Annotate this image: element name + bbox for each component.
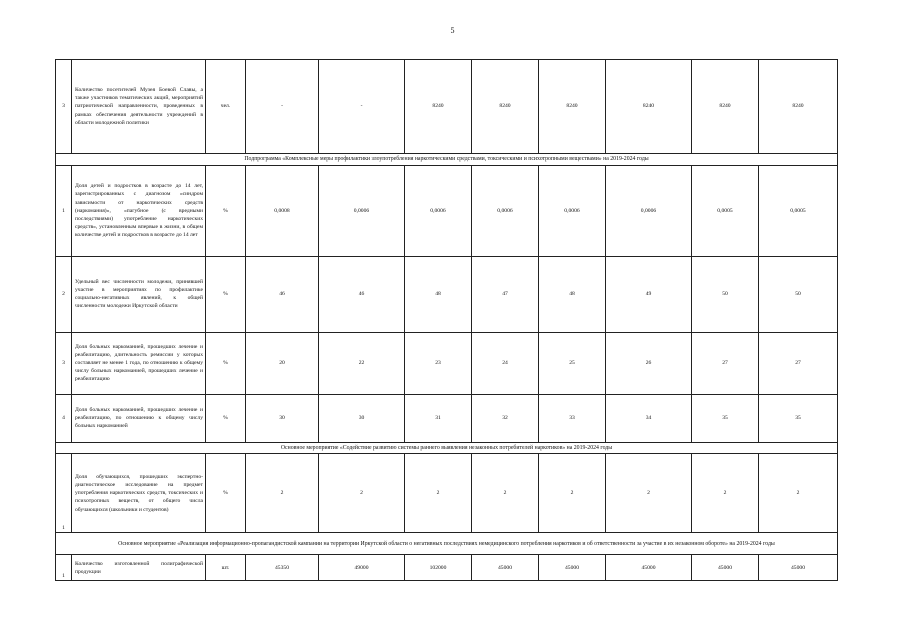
value-cell: 31 (405, 394, 472, 442)
value-cell: - (246, 60, 319, 154)
table-body (56, 60, 838, 581)
value-cell: 8240 (692, 60, 759, 154)
value-cell: - (319, 60, 405, 154)
value-cell: 8240 (606, 60, 692, 154)
value-cell: 24 (472, 332, 539, 394)
value-cell: 35 (692, 394, 759, 442)
table-row (56, 394, 838, 442)
value-cell: 2 (246, 454, 319, 533)
section-header-row (56, 533, 838, 555)
value-cell: 20 (246, 332, 319, 394)
value-cell: 45000 (472, 555, 539, 581)
unit-cell: % (206, 332, 246, 394)
indicators-table (55, 59, 838, 581)
unit-cell: % (206, 394, 246, 442)
row-number: 1 (56, 454, 72, 533)
value-cell: 50 (759, 256, 838, 332)
unit-cell: шт. (206, 555, 246, 581)
row-number: 3 (56, 60, 72, 154)
value-cell: 102000 (405, 555, 472, 581)
value-cell: 46 (246, 256, 319, 332)
table-row (56, 165, 838, 256)
row-number: 1 (56, 555, 72, 581)
page-number: 5 (450, 26, 455, 35)
indicator-name: Количество изготовленной полиграфической продукции (72, 555, 206, 581)
value-cell: 45350 (246, 555, 319, 581)
indicator-name: Доля детей и подростков в возрасте до 14 лет, зарегистрированных с диагнозом «синдром зависимости от наркотических средств (наркомания)», «пагубное (с вредными последствиями) употребление наркотических средств», установленным впервые в жизни, в общем количестве детей и подростков в возрасте до 14 лет (72, 165, 206, 256)
value-cell: 2 (405, 454, 472, 533)
value-cell: 30 (246, 394, 319, 442)
value-cell: 8240 (405, 60, 472, 154)
value-cell: 35 (759, 394, 838, 442)
value-cell: 2 (606, 454, 692, 533)
value-cell: 45000 (759, 555, 838, 581)
value-cell: 2 (759, 454, 838, 533)
value-cell: 45000 (692, 555, 759, 581)
value-cell: 33 (539, 394, 606, 442)
value-cell: 2 (539, 454, 606, 533)
unit-cell: % (206, 165, 246, 256)
value-cell: 45000 (606, 555, 692, 581)
value-cell: 32 (472, 394, 539, 442)
row-number: 1 (56, 165, 72, 256)
value-cell: 46 (319, 256, 405, 332)
row-number: 4 (56, 394, 72, 442)
value-cell: 49 (606, 256, 692, 332)
row-number: 2 (56, 256, 72, 332)
section-title: Основное мероприятие «Содействие развитию системы раннего выявления незаконных потребителей наркотиков» на 2019-2024 годы (56, 442, 838, 454)
value-cell: 8240 (539, 60, 606, 154)
unit-cell: % (206, 454, 246, 533)
value-cell: 8240 (472, 60, 539, 154)
value-cell: 27 (692, 332, 759, 394)
indicator-name: Количество посетителей Музея Боевой Славы, а также участников тематических акций, мероприятий патриотической направленности, проведенных в рамках обеспечения деятельности учреждений в области молодежной политики (72, 60, 206, 154)
value-cell: 0,0005 (692, 165, 759, 256)
value-cell: 48 (405, 256, 472, 332)
unit-cell: чел. (206, 60, 246, 154)
value-cell: 26 (606, 332, 692, 394)
row-number: 3 (56, 332, 72, 394)
value-cell: 0,0008 (246, 165, 319, 256)
value-cell: 47 (472, 256, 539, 332)
table-row (56, 332, 838, 394)
table-row (56, 256, 838, 332)
indicator-name: Доля больных наркоманией, прошедших лечение и реабилитацию, по отношению к общему числу больных наркоманией (72, 394, 206, 442)
value-cell: 22 (319, 332, 405, 394)
indicator-name: Доля больных наркоманией, прошедших лечение и реабилитацию, длительность ремиссии у которых составляет не менее 1 года, по отношению к общему числу больных наркоманией, прошедших лечение и реабилитацию (72, 332, 206, 394)
table-row (56, 60, 838, 154)
table-row (56, 454, 838, 533)
indicator-name: Доля обучающихся, прошедших экспертно-диагностическое исследование на предмет употребления наркотических средств, токсических и психотропных веществ, от общего числа обучающихся (школьники и студентов) (72, 454, 206, 533)
indicator-name: Удельный вес численности молодежи, принявшей участие в мероприятиях по профилактике социально-негативных явлений, к общей численности молодежи Иркутской области (72, 256, 206, 332)
value-cell: 45000 (539, 555, 606, 581)
value-cell: 48 (539, 256, 606, 332)
section-title: Основное мероприятие «Реализация информационно-пропагандистской кампании на территории Иркутской области о негативных последствиях немедицинского потребления наркотиков и об ответственности за участие в их незаконном обороте» на 2019-2024 годы (56, 533, 838, 555)
value-cell: 50 (692, 256, 759, 332)
value-cell: 25 (539, 332, 606, 394)
value-cell: 0,0006 (539, 165, 606, 256)
value-cell: 8240 (759, 60, 838, 154)
value-cell: 0,0005 (759, 165, 838, 256)
value-cell: 49000 (319, 555, 405, 581)
section-header-row (56, 154, 838, 166)
unit-cell: % (206, 256, 246, 332)
value-cell: 2 (472, 454, 539, 533)
value-cell: 2 (692, 454, 759, 533)
table-row (56, 555, 838, 581)
value-cell: 0,0006 (472, 165, 539, 256)
value-cell: 30 (319, 394, 405, 442)
value-cell: 0,0006 (606, 165, 692, 256)
value-cell: 23 (405, 332, 472, 394)
value-cell: 0,0006 (319, 165, 405, 256)
section-header-row (56, 442, 838, 454)
value-cell: 0,0006 (405, 165, 472, 256)
value-cell: 2 (319, 454, 405, 533)
value-cell: 34 (606, 394, 692, 442)
value-cell: 27 (759, 332, 838, 394)
section-title: Подпрограмма «Комплексные меры профилактики злоупотребления наркотическими средствами, токсическими и психотропными веществами» на 2019-2024 годы (56, 154, 838, 166)
